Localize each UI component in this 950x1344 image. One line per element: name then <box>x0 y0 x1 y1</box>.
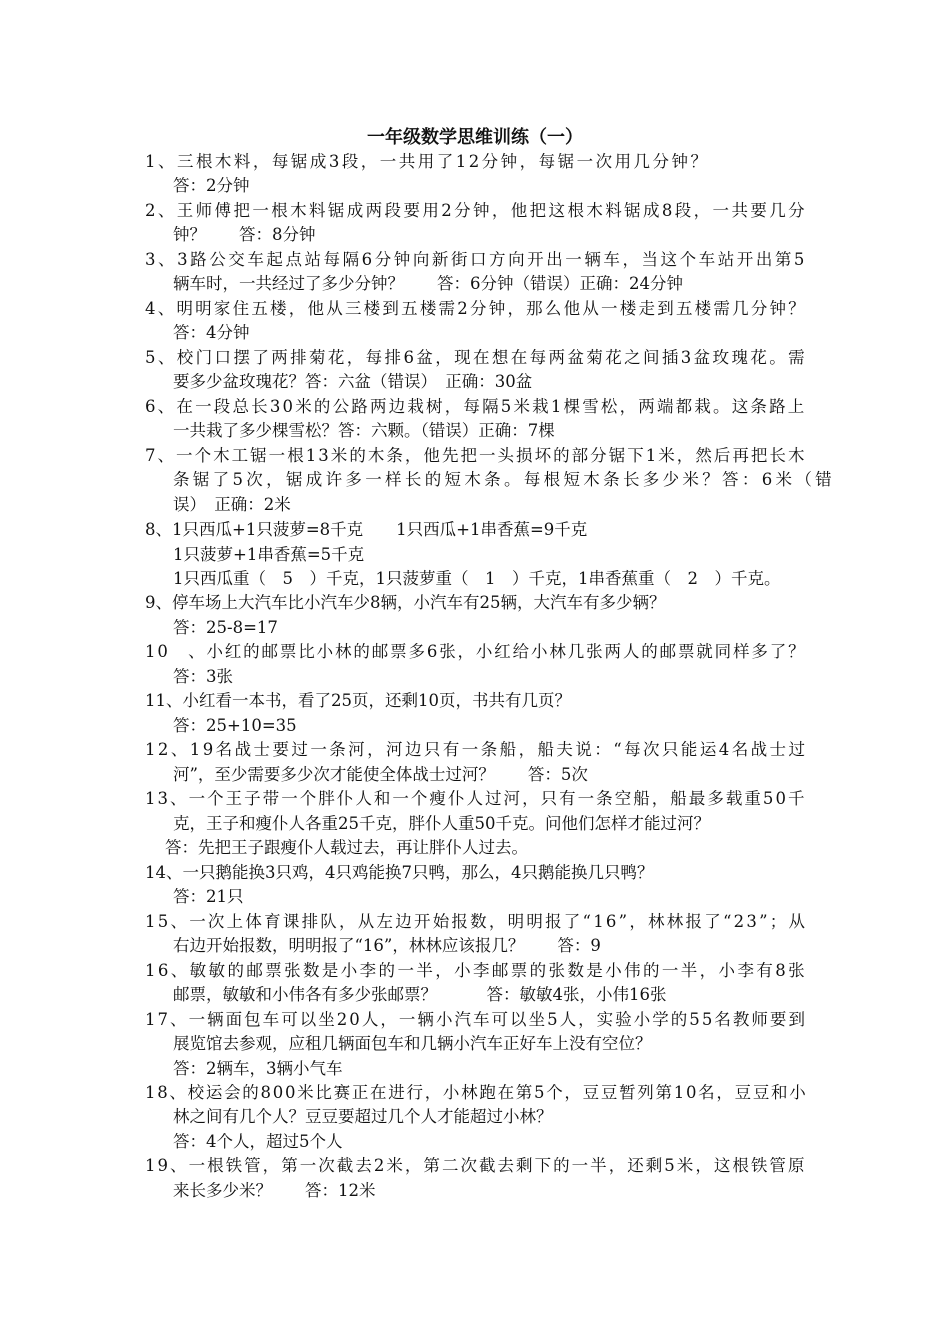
text-line: 答：2辆车，3辆小气车 <box>173 1059 343 1078</box>
text-line: 答：4分钟 <box>173 323 250 342</box>
text-line: 答：21只 <box>173 887 244 906</box>
text-line: 误） 正确：2米 <box>173 495 291 514</box>
text-line: 11、小红看一本书，看了25页，还剩10页，书共有几页？ <box>145 691 571 710</box>
text-line: 5、校门口摆了两排菊花，每排6盆，现在想在每两盆菊花之间插3盆玫瑰花。需 <box>145 348 807 367</box>
text-line: 辆车时，一共经过了多少分钟？ 答：6分钟（错误）正确：24分钟 <box>173 274 683 293</box>
text-line: 19、一根铁管，第一次截去2米，第二次截去剩下的一半，还剩5米，这根铁管原 <box>145 1156 807 1175</box>
text-line: 10 、小红的邮票比小林的邮票多6张，小红给小林几张两人的邮票就同样多了？ <box>145 642 807 661</box>
text-line: 答：25+10=35 <box>173 716 297 735</box>
text-line: 16、敏敏的邮票张数是小李的一半，小李邮票的张数是小伟的一半，小李有8张 <box>145 961 807 980</box>
text-line: 9、停车场上大汽车比小汽车少8辆，小汽车有25辆，大汽车有多少辆？ <box>145 593 666 612</box>
text-line: 条锯了5次，锯成许多一样长的短木条。每根短木条长多少米？答：6米（错 <box>173 470 835 489</box>
text-line: 1只菠萝+1串香蕉=5千克 <box>173 545 365 564</box>
text-line: 一共栽了多少棵雪松？答：六颗。（错误）正确：7棵 <box>173 421 555 440</box>
text-line: 15、一次上体育课排队，从左边开始报数，明明报了“16”，林林报了“23”；从 <box>145 912 808 931</box>
text-line: 13、一个王子带一个胖仆人和一个瘦仆人过河，只有一条空船，船最多载重50千 <box>145 789 807 808</box>
text-line: 林之间有几个人？豆豆要超过几个人才能超过小林？ <box>173 1107 553 1126</box>
text-line: 河”，至少需要多少次才能使全体战士过河？ 答：5次 <box>173 765 588 784</box>
text-line: 答：先把王子跟瘦仆人载过去，再让胖仆人过去。 <box>165 838 528 857</box>
text-line: 要多少盆玫瑰花？答：六盆（错误） 正确：30盆 <box>173 372 533 391</box>
text-line: 3、3路公交车起点站每隔6分钟向新街口方向开出一辆车，当这个车站开出第5 <box>145 250 807 269</box>
text-line: 来长多少米？ 答：12米 <box>173 1181 376 1200</box>
text-line: 答：2分钟 <box>173 176 250 195</box>
text-line: 8、1只西瓜+1只菠萝=8千克 1只西瓜+1串香蕉=9千克 <box>145 520 588 539</box>
text-line: 答：4个人，超过5个人 <box>173 1132 343 1151</box>
text-line: 邮票，敏敏和小伟各有多少张邮票？ 答：敏敏4张，小伟16张 <box>173 985 667 1004</box>
text-line: 4、明明家住五楼，他从三楼到五楼需2分钟，那么他从一楼走到五楼需几分钟？ <box>145 299 807 318</box>
text-line: 答：25-8=17 <box>173 618 278 637</box>
text-line: 6、在一段总长30米的公路两边栽树，每隔5米栽1棵雪松，两端都栽。这条路上 <box>145 397 807 416</box>
text-line: 克，王子和瘦仆人各重25千克，胖仆人重50千克。问他们怎样才能过河？ <box>173 814 710 833</box>
text-line: 钟？ 答：8分钟 <box>173 225 316 244</box>
text-line: 答：3张 <box>173 667 233 686</box>
text-line: 17、一辆面包车可以坐20人，一辆小汽车可以坐5人，实验小学的55名教师要到 <box>145 1010 807 1029</box>
text-line: 2、王师傅把一根木料锯成两段要用2分钟，他把这根木料锯成8段，一共要几分 <box>145 201 807 220</box>
text-line: 18、校运会的800米比赛正在进行，小林跑在第5个，豆豆暂列第10名，豆豆和小 <box>145 1083 808 1102</box>
text-line: 7、一个木工锯一根13米的木条，他先把一头损坏的部分锯下1米，然后再把长木 <box>145 446 807 465</box>
text-line: 12、19名战士要过一条河，河边只有一条船，船夫说：“每次只能运4名战士过 <box>145 740 808 759</box>
text-line: 展览馆去参观，应租几辆面包车和几辆小汽车正好车上没有空位？ <box>173 1034 652 1053</box>
text-line: 1只西瓜重（ 5 ）千克，1只菠萝重（ 1 ）千克，1串香蕉重（ 2 ）千克。 <box>173 569 781 588</box>
text-line: 1、三根木料，每锯成3段，一共用了12分钟，每锯一次用几分钟？ <box>145 152 710 171</box>
text-line: 右边开始报数，明明报了“16”，林林应该报几？ 答：9 <box>173 936 601 955</box>
text-line: 14、一只鹅能换3只鸡，4只鸡能换7只鸭，那么，4只鹅能换几只鸭？ <box>145 863 654 882</box>
page-title: 一年级数学思维训练（一） <box>367 127 583 148</box>
